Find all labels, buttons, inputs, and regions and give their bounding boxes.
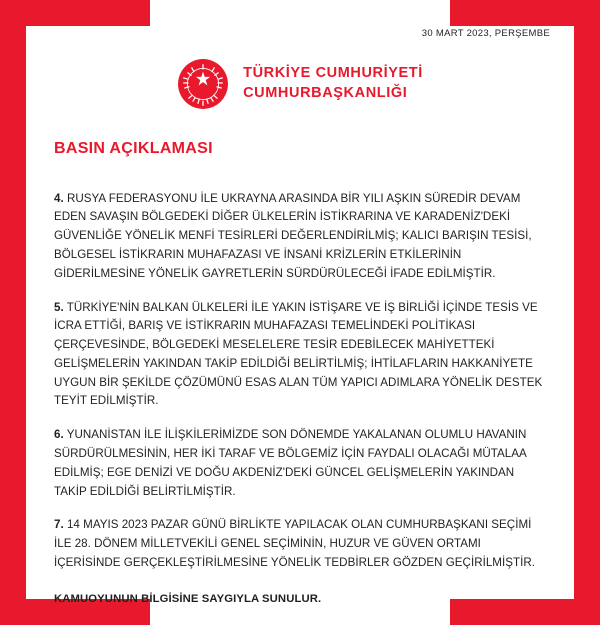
paragraph-number: 4.: [54, 191, 64, 205]
document-body: [54, 178, 546, 605]
closing-statement: KAMUOYUNUN BİLGİSİNE SAYGIYLA SUNULUR.: [54, 592, 322, 605]
left-red-bar: [0, 0, 26, 625]
paragraph-number: 5.: [54, 300, 64, 314]
paragraph: [54, 426, 546, 501]
page-title: BASIN AÇIKLAMASI: [54, 140, 213, 157]
paragraph-text: YUNANİSTAN İLE İLİŞKİLERİMİZDE SON DÖNEMDE YAKALANAN OLUMLU HAVANIN SÜRDÜRÜLMESİNİN, HER İKİ TARAF VE BÖLGEMİZ İÇİN FAYDALI OLACAĞI MÜTALAA EDİLMİŞ; EGE DENİZİ VE DOĞU AKDENİZ'DEKİ GÜNCEL GELİŞMELERİN YAKINDAN TAKİP EDİLDİĞİ BELİRTİLMİŞTİR.: [54, 428, 527, 498]
right-red-bar: [574, 0, 600, 625]
document-date: 30 MART 2023, PERŞEMBE: [421, 28, 550, 39]
turkey-presidency-emblem-icon: [177, 58, 229, 110]
document-content: [26, 0, 574, 625]
institution-line-1: TÜRKİYE CUMHURİYETİ: [243, 65, 423, 82]
paragraph-text: RUSYA FEDERASYONU İLE UKRAYNA ARASINDA BİR YILI AŞKIN SÜREDİR DEVAM EDEN SAVAŞIN BÖLGEDEKİ DİĞER ÜLKELERİN İSTİKRARINA VE KARADENİZ'DEKİ GÜVENLİĞE YÖNELİK MENFİ TESİRLERİ DEĞERLENDİRİLMİŞ; KALICI BARIŞIN TESİSİ, BÖLGESEL İSTİKRARIN MUHAFAZASI VE İNSANİ KRİZLERİN ETKİLERİNİN GİDERİLMESİNE YÖNELİK GAYRETLERİN SÜRDÜRÜLECEĞİ İFADE EDİLMİŞTİR.: [54, 191, 532, 280]
paragraph: [54, 516, 546, 572]
paragraph: [54, 190, 546, 284]
institution-name: [243, 64, 423, 103]
paragraph-text: TÜRKİYE'NİN BALKAN ÜLKELERİ İLE YAKIN İSTİŞARE VE İŞ BİRLİĞİ İÇİNDE TESİS VE İCRA ETTİĞİ, BARIŞ VE İSTİKRARIN MUHAFAZASI TEMELİNDEKİ POLİTİKASI ÇERÇEVESİNDE, BÖLGEDEKİ MESELELERE TESİR EDEBİLECEK MAHİYETTEKİ GELİŞMELERİN YAKINDAN TAKİP EDİLDİĞİ BELİRTİLMİŞ; İHTİLAFLARIN HAKKANİYETE UYGUN BİR ŞEKİLDE ÇÖZÜMÜNÜ ESAS ALAN TÜM YAPICI ADIMLARA YÖNELİK DESTEK TEYİT EDİLMİŞTİR.: [54, 300, 543, 408]
paragraph: [54, 299, 546, 412]
institution-line-2: CUMHURBAŞKANLIĞI: [243, 85, 408, 101]
paragraph-number: 7.: [54, 518, 64, 532]
paragraph-number: 6.: [54, 428, 64, 442]
document-header: [26, 58, 574, 110]
paragraph-text: 14 MAYIS 2023 PAZAR GÜNÜ BİRLİKTE YAPILACAK OLAN CUMHURBAŞKANI SEÇİMİ İLE 28. DÖNEM MİLLETVEKİLİ GENEL SEÇİMİNİN, HUZUR VE GÜVEN ORTAMI İÇERİSİNDE GERÇEKLEŞTİRİLMESİNE YÖNELİK TEDBİRLER GÖZDEN GEÇİRİLMİŞTİR.: [54, 518, 535, 569]
